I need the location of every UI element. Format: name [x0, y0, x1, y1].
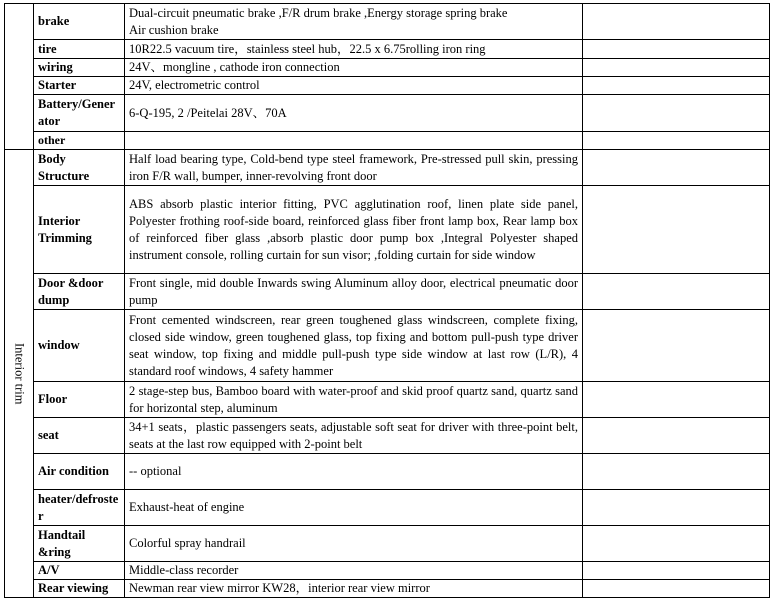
- row-label: Air condition: [34, 454, 125, 490]
- row-value: Newman rear view mirror KW28，interior rear view mirror: [125, 580, 583, 598]
- row-value: 34+1 seats，plastic passengers seats, adjustable soft seat for driver with three-point belt, seats at the last row equipped with 2-point belt: [125, 418, 583, 454]
- row-value: 6-Q-195, 2 /Peitelai 28V、70A: [125, 95, 583, 132]
- row-label: Interior Trimming: [34, 186, 125, 274]
- row-label: Starter: [34, 77, 125, 95]
- spec-row: [5, 526, 770, 562]
- spec-row: [5, 95, 770, 132]
- row-note: [583, 77, 770, 95]
- row-note: [583, 490, 770, 526]
- spec-row: [5, 150, 770, 186]
- spec-row: [5, 274, 770, 310]
- row-label: tire: [34, 40, 125, 59]
- row-note: [583, 59, 770, 77]
- spec-row: [5, 454, 770, 490]
- row-value: [125, 132, 583, 150]
- spec-row: [5, 562, 770, 580]
- spec-row: [5, 4, 770, 40]
- row-value: -- optional: [125, 454, 583, 490]
- spec-table: [4, 3, 770, 598]
- spec-row: [5, 490, 770, 526]
- row-value: Half load bearing type, Cold-bend type steel framework, Pre-stressed pull skin, pressing iron F/R wall, bumper, inner-revolving front door: [125, 150, 583, 186]
- row-value: Middle-class recorder: [125, 562, 583, 580]
- row-note: [583, 132, 770, 150]
- row-label: seat: [34, 418, 125, 454]
- row-label: wiring: [34, 59, 125, 77]
- row-value: Exhaust-heat of engine: [125, 490, 583, 526]
- row-note: [583, 418, 770, 454]
- row-note: [583, 562, 770, 580]
- spec-row: [5, 382, 770, 418]
- row-label: heater/defroster: [34, 490, 125, 526]
- row-label: Rear viewing: [34, 580, 125, 598]
- spec-row: [5, 580, 770, 598]
- interior-trim-group-label: Interior trim: [12, 342, 27, 405]
- row-note: [583, 310, 770, 382]
- spec-row: [5, 77, 770, 95]
- row-note: [583, 40, 770, 59]
- row-value: ABS absorb plastic interior fitting, PVC agglutination roof, linen plate side panel, Polyester frothing roof-side board, reinforced glass fiber front lamp box, Rear lamp box of reinforced fiber glass ,absorb plastic door pump box ,Integral Polyester shaped instrument console, rolling curtain for sun visor; ,folding curtain for side window: [125, 186, 583, 274]
- interior-trim-group-cell: [5, 150, 34, 598]
- row-note: [583, 4, 770, 40]
- row-label: Battery/Generator: [34, 95, 125, 132]
- row-label: Body Structure: [34, 150, 125, 186]
- row-note: [583, 526, 770, 562]
- row-value: Front single, mid double Inwards swing Aluminum alloy door, electrical pneumatic door pump: [125, 274, 583, 310]
- row-value: 10R22.5 vacuum tire，stainless steel hub，22.5 x 6.75rolling iron ring: [125, 40, 583, 59]
- row-label: Handtail &ring: [34, 526, 125, 562]
- chassis-group-cell: [5, 4, 34, 150]
- row-value: 2 stage-step bus, Bamboo board with water-proof and skid proof quartz sand, quartz sand for horizontal step, aluminum: [125, 382, 583, 418]
- row-label: brake: [34, 4, 125, 40]
- row-value: 24V、mongline , cathode iron connection: [125, 59, 583, 77]
- row-value: [125, 4, 583, 40]
- row-label: Door &door dump: [34, 274, 125, 310]
- row-label: window: [34, 310, 125, 382]
- row-note: [583, 150, 770, 186]
- spec-row: [5, 418, 770, 454]
- row-note: [583, 95, 770, 132]
- row-note: [583, 454, 770, 490]
- spec-row: [5, 59, 770, 77]
- row-value: 24V, electrometric control: [125, 77, 583, 95]
- row-value-text: Dual-circuit pneumatic brake ,F/R drum brake ,Energy storage spring brake Air cushion brake: [129, 5, 508, 37]
- row-label: other: [34, 132, 125, 150]
- spec-row: [5, 40, 770, 59]
- row-label: Floor: [34, 382, 125, 418]
- row-note: [583, 186, 770, 274]
- row-note: [583, 274, 770, 310]
- row-value: Front cemented windscreen, rear green toughened glass windscreen, complete fixing, closed side window, green toughened glass, top fixing and bottom pull-push type driver seat window, top fixing and middle pull-push type side window at last row (L/R), 4 standard roof windows, 4 safety hammer: [125, 310, 583, 382]
- row-value: Colorful spray handrail: [125, 526, 583, 562]
- row-label: A/V: [34, 562, 125, 580]
- spec-row: [5, 132, 770, 150]
- row-note: [583, 382, 770, 418]
- row-note: [583, 580, 770, 598]
- spec-row: [5, 310, 770, 382]
- spec-row: [5, 186, 770, 274]
